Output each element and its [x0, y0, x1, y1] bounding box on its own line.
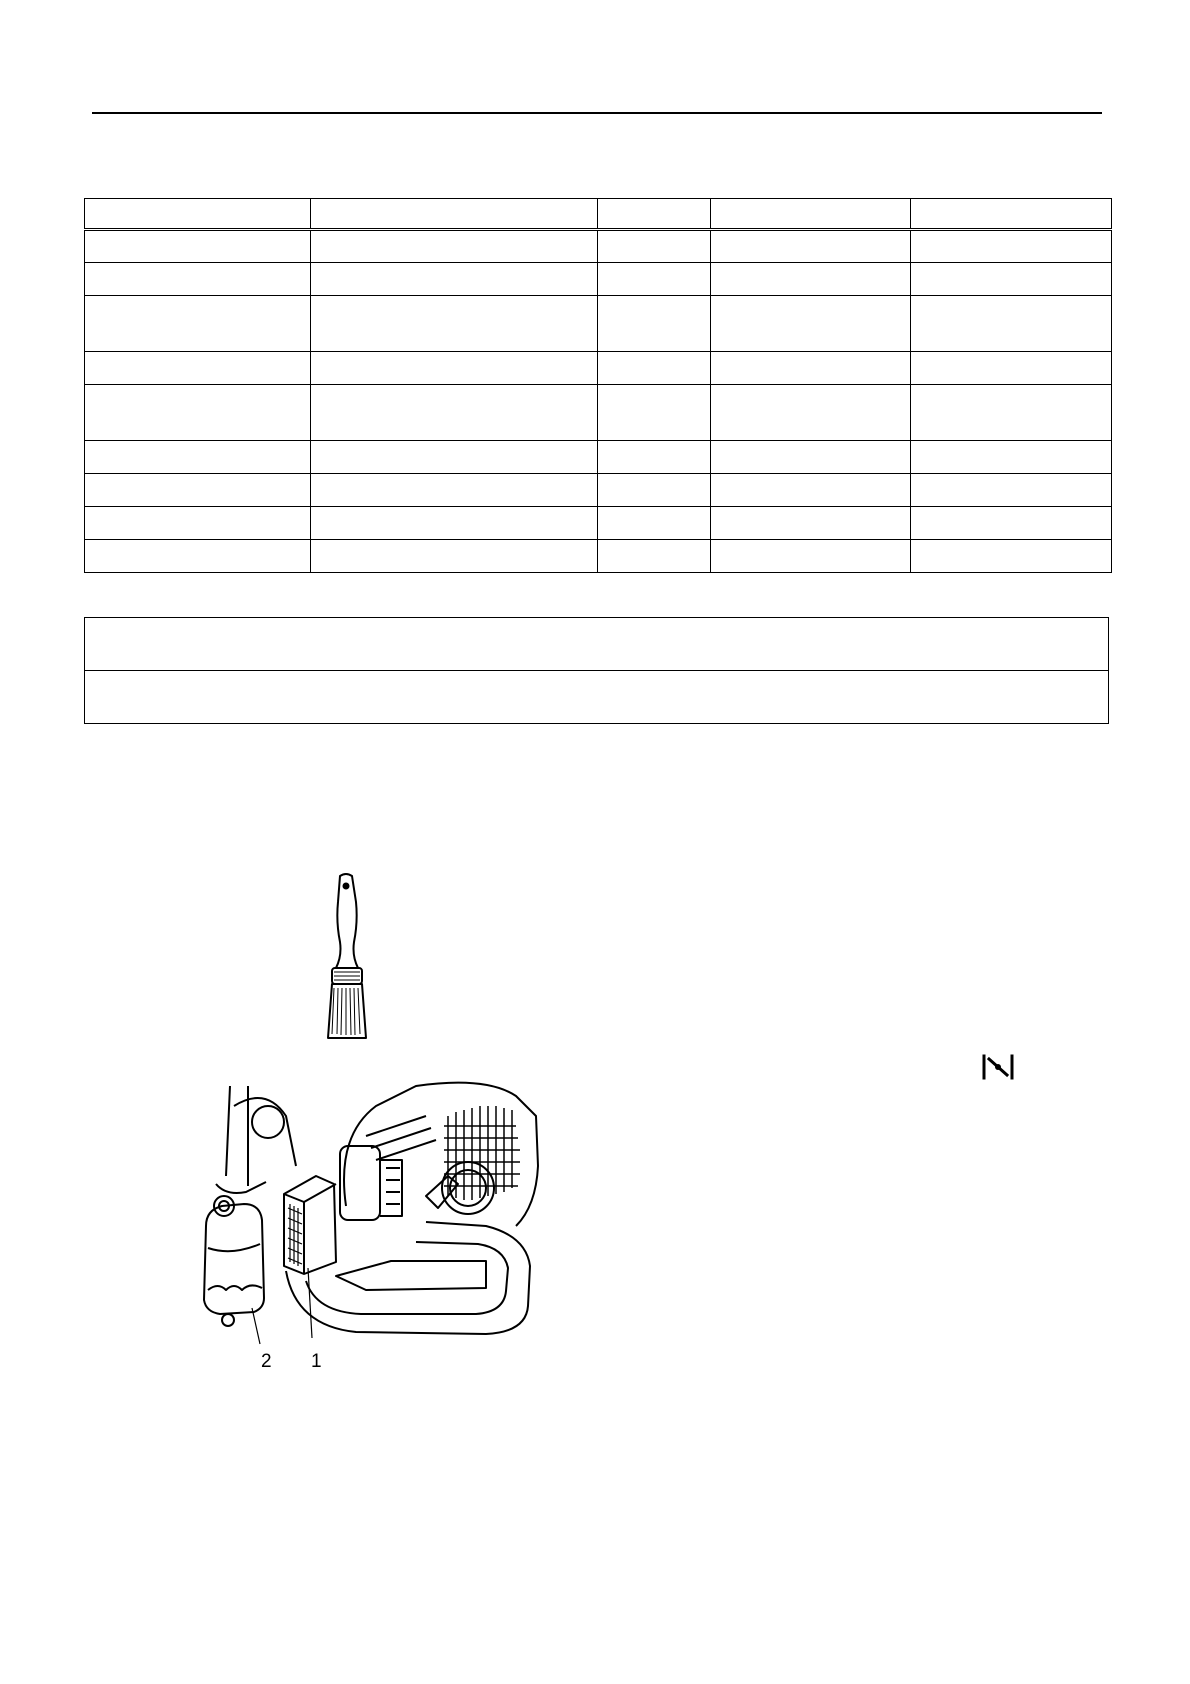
- table-cell: [911, 507, 1112, 540]
- note-divider: [85, 670, 1108, 671]
- choke-symbol-icon: [980, 1054, 1016, 1080]
- table-cell: [85, 441, 311, 474]
- table-cell: [85, 263, 311, 296]
- table-cell: [911, 352, 1112, 385]
- table-cell: [311, 540, 598, 573]
- column-header: [911, 199, 1112, 230]
- table-cell: [911, 263, 1112, 296]
- table-cell: [911, 474, 1112, 507]
- table-cell: [598, 540, 711, 573]
- table-cell: [711, 441, 911, 474]
- table-row: [85, 296, 1112, 352]
- table-cell: [311, 507, 598, 540]
- table-cell: [711, 263, 911, 296]
- table-row: [85, 352, 1112, 385]
- table-cell: [85, 540, 311, 573]
- table-row: [85, 540, 1112, 573]
- table-cell: [598, 474, 711, 507]
- table-cell: [598, 441, 711, 474]
- table-row: [85, 507, 1112, 540]
- table-cell: [311, 352, 598, 385]
- table-cell: [311, 296, 598, 352]
- table-cell: [911, 296, 1112, 352]
- table-cell: [598, 507, 711, 540]
- table-cell: [85, 385, 311, 441]
- column-header: [598, 199, 711, 230]
- table-cell: [85, 352, 311, 385]
- table-cell: [911, 540, 1112, 573]
- table-cell: [85, 507, 311, 540]
- table-row: [85, 474, 1112, 507]
- table-cell: [85, 474, 311, 507]
- table-cell: [711, 352, 911, 385]
- air-filter-illustration: [186, 1076, 546, 1346]
- table-cell: [711, 540, 911, 573]
- table-cell: [311, 263, 598, 296]
- table-cell: [911, 441, 1112, 474]
- table-row: [85, 230, 1112, 263]
- table-cell: [598, 230, 711, 263]
- table-cell: [311, 474, 598, 507]
- column-header: [311, 199, 598, 230]
- callout-label-1: 1: [311, 1351, 322, 1372]
- table-cell: [598, 385, 711, 441]
- table-cell: [85, 296, 311, 352]
- table-cell: [598, 352, 711, 385]
- table-cell: [311, 230, 598, 263]
- table-row: [85, 441, 1112, 474]
- paintbrush-icon: [318, 872, 376, 1044]
- note-box: [84, 617, 1109, 724]
- table-cell: [711, 296, 911, 352]
- table-cell: [711, 230, 911, 263]
- table-cell: [911, 230, 1112, 263]
- header-rule: [92, 112, 1102, 114]
- table-cell: [311, 441, 598, 474]
- table-row: [85, 263, 1112, 296]
- table-cell: [711, 385, 911, 441]
- table-cell: [85, 230, 311, 263]
- table-row: [85, 385, 1112, 441]
- table-cell: [711, 507, 911, 540]
- column-header: [85, 199, 311, 230]
- table-cell: [598, 263, 711, 296]
- callout-label-2: 2: [261, 1351, 272, 1372]
- table-cell: [311, 385, 598, 441]
- maintenance-schedule-table: [84, 198, 1112, 573]
- column-header: [711, 199, 911, 230]
- table-cell: [711, 474, 911, 507]
- table-header-row: [85, 199, 1112, 230]
- table-cell: [598, 296, 711, 352]
- table-cell: [911, 385, 1112, 441]
